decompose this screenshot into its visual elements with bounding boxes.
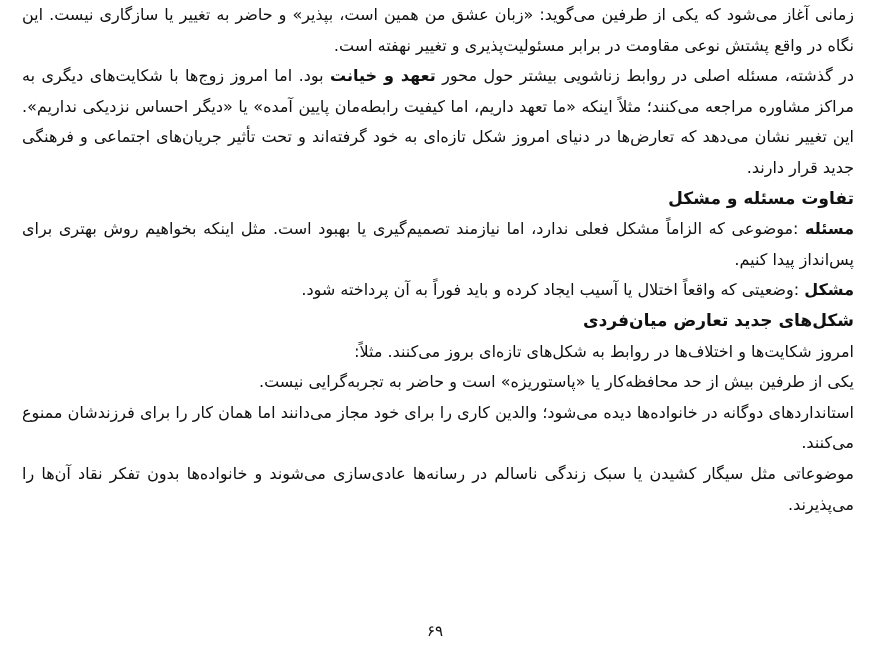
list-item-conservative-partner: یکی از طرفین بیش از حد محافظه‌کار یا «پاستوریزه» است و حاضر به تجربه‌گرایی نیست. <box>259 372 854 392</box>
page-number: ۶۹ <box>426 622 444 640</box>
section-heading-issue-vs-problem: تفاوت مسئله و مشکل <box>668 188 854 209</box>
list-item-double-standards: استانداردهای دوگانه در خانواده‌ها دیده می‌شود؛ والدین کاری را برای خود مجاز می‌دانند اما همان کار را برای فرزندشان ممنوع می‌کنند. <box>22 402 854 453</box>
list-intro: امروز شکایت‌ها و اختلاف‌ها در روابط به شکل‌های تازه‌ای بروز می‌کنند. مثلاً: <box>354 341 854 361</box>
document-page <box>22 0 854 520</box>
paragraph-text-after: بود. اما امروز زوج‌ها با شکایت‌های دیگری به مراکز مشاوره مراجعه می‌کنند؛ مثلاً اینکه «ما تعهد داریم، اما کیفیت رابطه‌مان پایین آمده» یا «دیگر احساس نزدیکی نداریم». این تغییر نشان می‌دهد که تعارض‌ها در دنیای امروز شکل تازه‌ای به خود گرفته‌اند و تحت تأثیر جریان‌های اجتماعی و فرهنگی جدید قرار دارند. <box>22 66 854 177</box>
paragraph-intro-continued <box>22 0 854 61</box>
list-item-media-normalization: موضوعاتی مثل سیگار کشیدن یا سبک زندگی ناسالم در رسانه‌ها عادی‌سازی می‌شوند و خانواده‌ها بدون تفکر نقاد آن‌ها را می‌پذیرند. <box>22 463 854 514</box>
paragraph-text-before: در گذشته، مسئله اصلی در روابط زناشویی بیشتر حول محور <box>435 66 855 86</box>
bold-phrase-commitment-betrayal: تعهد و خیانت <box>330 66 436 86</box>
definition-problem-text: :وضعیتی که واقعاً اختلال یا آسیب ایجاد کرده و باید فوراً به آن پرداخته شود. <box>301 280 805 300</box>
term-issue: مسئله <box>805 219 854 239</box>
definition-problem <box>22 275 854 306</box>
section-heading-new-conflict-forms: شکل‌های جدید تعارض میان‌فردی <box>583 310 854 331</box>
term-problem: مشکل <box>804 280 854 300</box>
definition-issue-text: :موضوعی که الزاماً مشکل فعلی ندارد، اما نیازمند تصمیم‌گیری یا بهبود است. مثل اینکه بخواهیم روش بهتری برای پس‌انداز پیدا کنیم. <box>22 219 854 269</box>
paragraph-text: زمانی آغاز می‌شود که یکی از طرفین می‌گوید: «زبان عشق من همین است، بپذیر» و حاضر به تغییر یا سازگاری نیست. این نگاه در واقع پشتش نوعی مقاومت در برابر مسئولیت‌پذیری و تغییر نهفته است. <box>22 5 854 55</box>
paragraph-past-vs-present <box>22 61 854 183</box>
definition-issue <box>22 214 854 275</box>
